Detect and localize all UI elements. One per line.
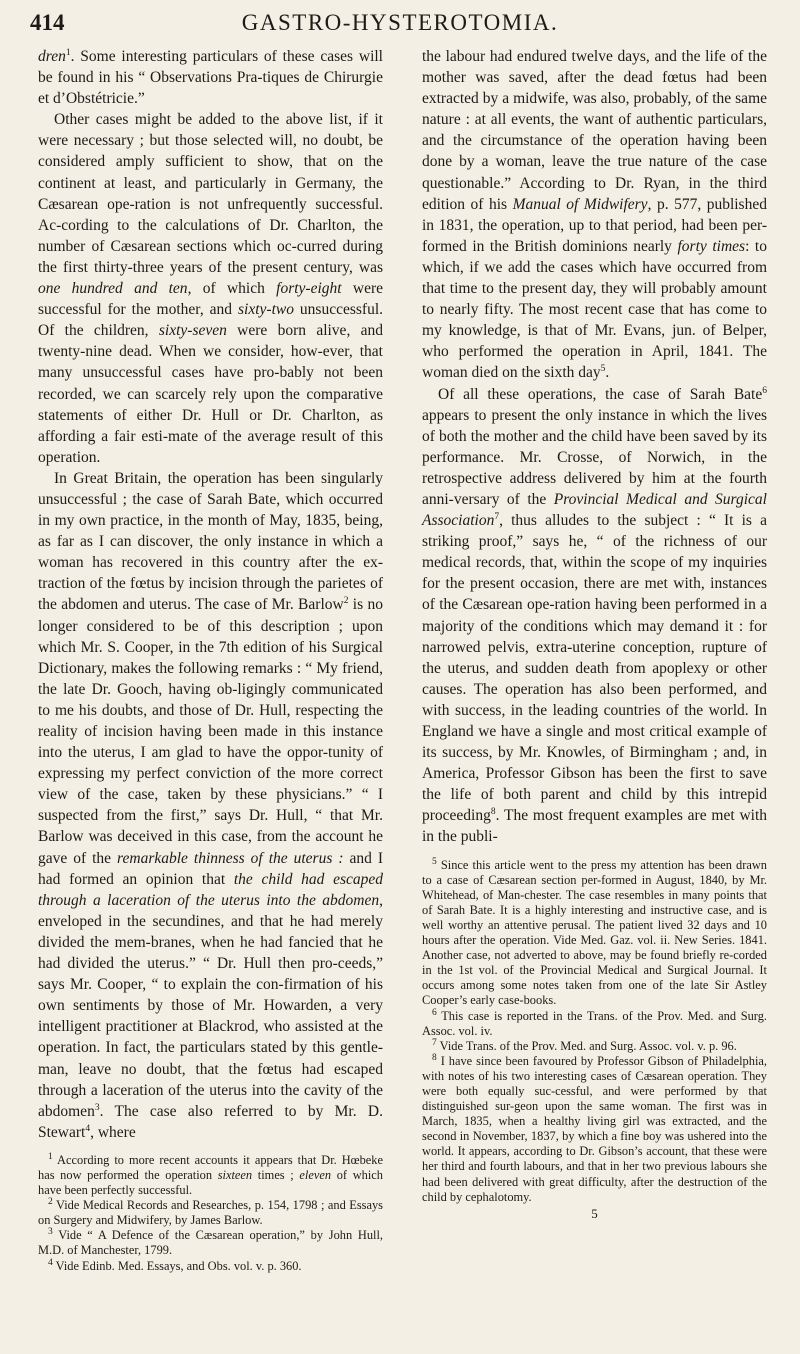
- footnote: [422, 1039, 767, 1054]
- footnote-ref: 4: [85, 1123, 91, 1134]
- footnote-ref: 5: [600, 364, 606, 375]
- italic-run: sixty-two: [238, 301, 294, 319]
- text-run: Since this article went to the press my attention has been drawn to a case of Cæsarean section per-formed in August, 1840, by Mr. Whitehead, of Man-chester. The case resembles in many points that of Sarah Bate. It is a highly interesting and instructive case, and is well worthy an attentive perusal. The patient lived 32 days and 10 hours after the operation. Vide Med. Gaz. vol. ii. New Series. 1841. Another case, not adverted to above, may be found briefly re-corded in the 1st vol. of the Provincial Medical and Surgical Journal. It occurs among some notes taken from one of the late Sir Astley Cooper’s early case-books.: [422, 857, 767, 1008]
- italic-run: Provincial Medical and Surgical Association: [422, 490, 767, 530]
- paragraph: [38, 468, 383, 1143]
- text-run: , p. 577, published in 1831, the operation, up to that period, had been per-formed in the British dominions nearly: [422, 195, 767, 255]
- footnote-ref: 3: [94, 1102, 100, 1113]
- page-number: 414: [30, 10, 65, 35]
- text-run: . Some interesting particulars of these cases will be found in his “ Observations Pra-tiques de Chirurgie et d’Obstétricie.”: [38, 48, 383, 108]
- footnotes: [38, 1153, 383, 1274]
- footnote: [38, 1259, 383, 1274]
- text-run: , thus alludes to the subject : “ It is a striking proof,” says he, “ of the richness of our medical records, that, within the scope of my inquiries for the present occasion, there are met with, instances of the Cæsarean ope-ration having been performed in a majority of the conditions which may demand it : for narrowed pelvis, extra-uterine conception, rupture of the uterus, and sudden death from apoplexy or other causes. The operation has also been performed, and with success, in the leading countries of the world. In England we have a single and most critical example of its success, by Mr. Knowles, of Birmingham ; and, in America, Professor Gibson has been the first to save the life of both parent and child by this intrepid proceeding: [422, 512, 767, 825]
- italic-run: forty-eight: [276, 280, 342, 298]
- italic-run: Manual of Midwifery: [512, 195, 648, 213]
- footnotes: [422, 858, 767, 1221]
- italic-run: eleven: [299, 1167, 332, 1182]
- text-run: In Great Britain, the operation has been singularly unsuccessful ; the case of Sarah Bate, which occurred in my own practice, in the month of May, 1835, being, as far as I can discover, the only instance in which a woman has recovered in this country after the ex-traction of the fœtus by incision through the parietes of the abdomen and uterus. The case of Mr. Barlow: [38, 469, 383, 614]
- signature-mark: 5: [591, 1205, 598, 1221]
- italic-run: remarkable thinness of the uterus :: [117, 849, 344, 867]
- text-run: According to more recent accounts it appears that Dr. Hœbeke has now performed the operation: [38, 1152, 383, 1182]
- page-header: [30, 10, 770, 42]
- text-run: , enveloped in the secundines, and that he had merely divided the mem-branes, when he had fancied that he had divided the uterus.” “ Dr. Hull then pro-ceeds,” says Mr. Cooper, “ to explain the con-firmation of his own sentiments by those of Mr. Howarden, a very intelligent practitioner at Blackrod, who assisted at the operation. In fact, the particulars stated by this gentle-man, leave no doubt, that the fœtus had escaped through a laceration of the uterus into the cavity of the abdomen: [38, 891, 383, 1120]
- text-run: , where: [90, 1123, 136, 1141]
- text-run: is no longer considered to be of this description ; upon which Mr. S. Cooper, in the 7th edition of his Surgical Dictionary, makes the following remarks : “ My friend, the late Dr. Gooch, having ob-ligingly communicated to me his doubts, and those of Dr. Hull, respecting the reality of incision having been made in this instance into the uterus, I am glad to have the oppor-tunity of expressing my perfect conviction of the more correct view of the case, taken by these physicians.” “ I suspected from the first,” says Dr. Hull, “ that Mr. Barlow was deceived in this case, from the account he gave of the: [38, 596, 383, 867]
- text-run: , of which: [187, 280, 277, 298]
- paragraph: [38, 46, 383, 109]
- left-column: [38, 46, 383, 1274]
- footnote-marker: 8: [432, 1052, 437, 1063]
- footnote-marker: 4: [48, 1257, 53, 1268]
- paragraph: [38, 109, 383, 468]
- text-run: Vide Edinb. Med. Essays, and Obs. vol. v. p. 360.: [52, 1258, 302, 1273]
- italic-run: forty times: [677, 237, 746, 255]
- text-run: . The most frequent examples are met with in the publi-: [422, 807, 767, 846]
- footnote-ref: 8: [490, 807, 496, 818]
- text-run: Vide “ A Defence of the Cæsarean operation,” by John Hull, M.D. of Manchester, 1799.: [38, 1228, 383, 1258]
- footnote-ref: 6: [762, 385, 767, 396]
- footnote-marker: 6: [432, 1007, 437, 1018]
- text-run: This case is reported in the Trans. of the Prov. Med. and Surg. Assoc. vol. iv.: [422, 1008, 767, 1038]
- text-run: appears to present the only instance in which the lives of both the mother and the child have been saved by its performance. Mr. Crosse, of Norwich, in the retrospective address delivered by him at the fourth anni-versary of the: [422, 406, 767, 508]
- text-run: .: [605, 364, 610, 382]
- text-run: times ;: [252, 1167, 300, 1182]
- text-run: the labour had endured twelve days, and the life of the mother was saved, after the dead fœtus had been extracted by a midwife, was also, probably, of the same nature : at all events, the want of authentic particulars, and the circumstance of the operation having been done by a woman, leave the true nature of the case questionable.” According to Dr. Ryan, in the third edition of his: [422, 48, 767, 213]
- paragraph: [422, 46, 767, 384]
- footnote-ref: 1: [65, 47, 71, 58]
- footnote: [422, 858, 767, 1009]
- footnote: [38, 1228, 383, 1258]
- italic-run: sixty-seven: [158, 322, 227, 340]
- italic-run: one hundred and ten: [38, 280, 188, 298]
- text-run: I have since been favoured by Professor Gibson of Philadelphia, with notes of his two interesting cases of Cæsarean operation. They were both equally suc-cessful, and were performed by that distinguished sur-geon upon the same woman. The first was in March, 1835, when a healthy living girl was extracted, and the second in November, 1837, by which a fine boy was ushered into the world. It appears, according to Dr. Gibson’s account, that these were her third and fourth labours, and that in her two previous labours she had been delivered with great difficulty, after the destruction of the child by cephalotomy.: [422, 1053, 767, 1204]
- footnote-marker: 3: [48, 1227, 53, 1238]
- running-title: GASTRO-HYSTEROTOMIA.: [241, 10, 559, 35]
- text-run: and I had formed an opinion that: [38, 849, 384, 888]
- text-run: Other cases might be added to the above list, if it were necessary ; but those selected will, no doubt, be considered amply sufficient to show, that on the continent at least, and particularly in Germany, the Cæsarean ope-ration is not unfrequently successful. Ac-cording to the calculations of Dr. Charlton, the number of Cæsarean sections which oc-curred during the first thirty-three years of the present century, was: [38, 111, 383, 276]
- text-run: : to which, if we add the cases which have occurred from that time to the present day, they will probably amount to nearly fifty. The most recent case that has come to my knowledge, is that of Mr. Evans, jun. of Belper, who performed the operation in April, 1841. The woman died on the sixth day: [422, 237, 767, 382]
- footnote-marker: 2: [48, 1197, 53, 1208]
- footnote-marker: 7: [432, 1037, 437, 1048]
- footnote: [38, 1198, 383, 1228]
- text-run: were born alive, and twenty-nine dead. When we consider, how-ever, that many unsuccessful cases have pro-bably not been recorded, we can scarcely rely upon the comparative statements of either Dr. Hull or Dr. Charlton, as affording a fair esti-mate of the average result of this operation.: [38, 322, 384, 466]
- footnote: [38, 1153, 383, 1198]
- italic-run: sixteen: [217, 1167, 253, 1182]
- footnote: [422, 1009, 767, 1039]
- text-run: . The case also referred to by Mr. D. Stewart: [38, 1102, 383, 1141]
- text-run: dren: [38, 48, 66, 65]
- text-run: Vide Trans. of the Prov. Med. and Surg. Assoc. vol. v. p. 96.: [436, 1038, 737, 1053]
- footnote-ref: 2: [343, 596, 349, 607]
- footnote-marker: 5: [432, 856, 437, 867]
- paragraph: [422, 384, 767, 848]
- footnote-marker: 1: [48, 1151, 53, 1162]
- text-run: unsuccessful. Of the children,: [38, 301, 383, 340]
- footnote: [422, 1054, 767, 1205]
- text-run: of which have been perfectly successful.: [38, 1167, 383, 1198]
- text-run: Vide Medical Records and Researches, p. 154, 1798 ; and Essays on Surgery and Midwifery, by James Barlow.: [38, 1198, 383, 1228]
- right-column: [422, 46, 767, 1221]
- text-run: were successful for the mother, and: [38, 280, 383, 319]
- italic-run: the child had escaped through a laceration of the uterus into the abdomen: [38, 870, 383, 909]
- footnote-ref: 7: [494, 511, 500, 522]
- text-run: Of all these operations, the case of Sarah Bate: [438, 385, 763, 403]
